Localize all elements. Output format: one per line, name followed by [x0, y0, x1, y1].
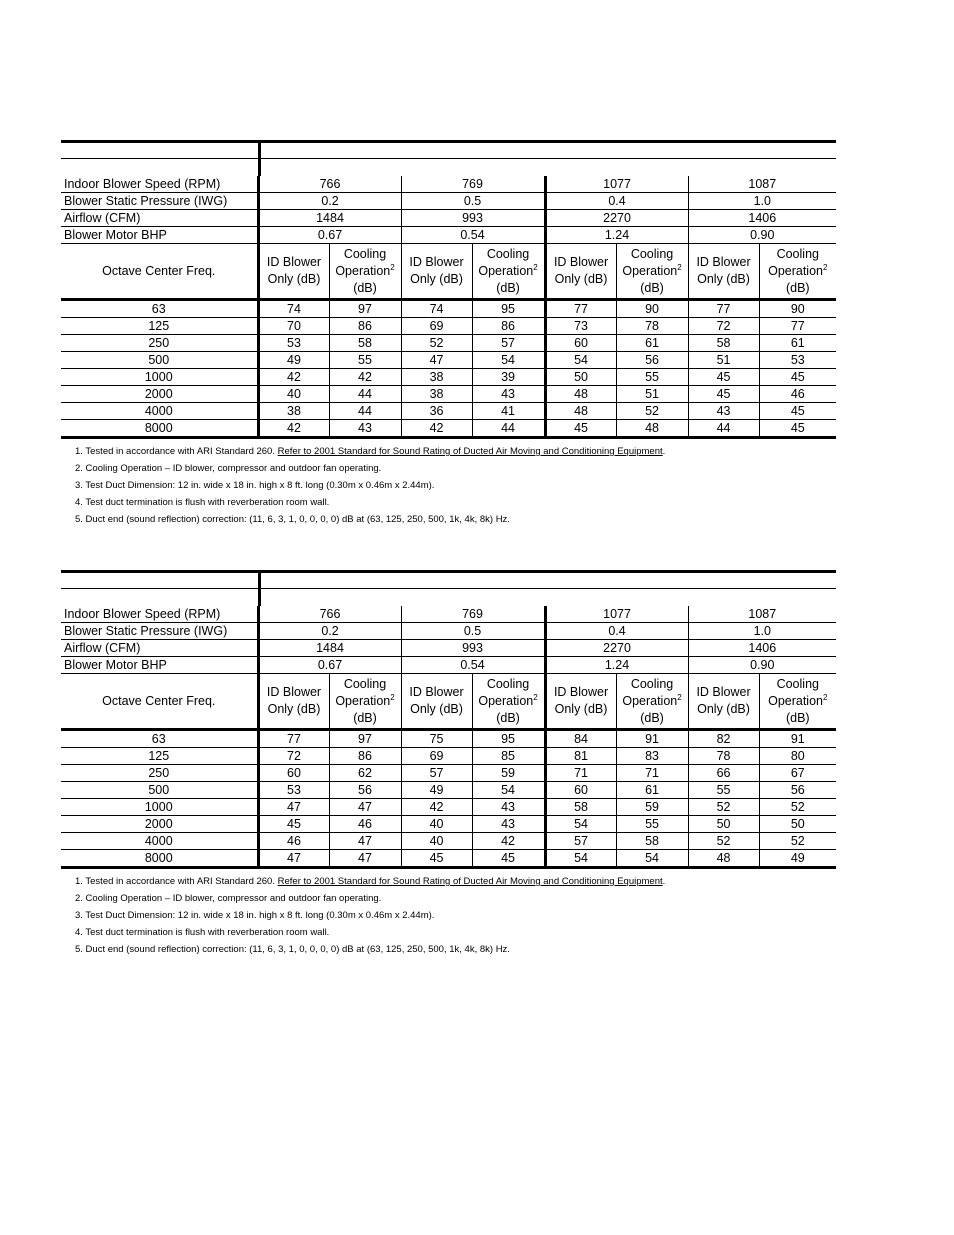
airflow-value: 2270: [545, 640, 688, 657]
blower-speed-value: 1077: [545, 606, 688, 623]
sound-level-cell: 52: [616, 403, 688, 420]
sound-level-cell: 45: [472, 850, 545, 868]
sound-level-cell: 47: [329, 799, 401, 816]
id-blower-header: ID Blower Only (dB): [258, 244, 329, 300]
sound-data-table: [61, 176, 836, 439]
footnote-1: 1. Tested in accordance with ARI Standard 260. Refer to 2001 Standard for Sound Rating of Ducted Air Moving and Conditioning Equipment.: [75, 446, 666, 457]
sound-level-cell: 38: [401, 386, 472, 403]
sound-level-cell: 53: [258, 335, 329, 352]
octave-frequency: 125: [61, 748, 258, 765]
sound-level-cell: 45: [688, 386, 759, 403]
sound-level-cell: 54: [545, 352, 616, 369]
sound-level-cell: 72: [258, 748, 329, 765]
blower-speed-value: 766: [258, 606, 401, 623]
octave-frequency: 2000: [61, 386, 258, 403]
sound-level-cell: 49: [258, 352, 329, 369]
airflow-row: [61, 210, 836, 227]
sound-level-cell: 97: [329, 300, 401, 318]
sound-level-cell: 52: [688, 799, 759, 816]
sound-level-cell: 54: [545, 850, 616, 868]
sound-level-cell: 48: [545, 386, 616, 403]
sound-level-cell: 59: [616, 799, 688, 816]
sound-level-cell: 53: [759, 352, 836, 369]
static-pressure-value: 0.4: [545, 623, 688, 640]
id-blower-header: ID Blower Only (dB): [401, 674, 472, 730]
static-pressure-value: 1.0: [688, 623, 836, 640]
sound-level-cell: 67: [759, 765, 836, 782]
octave-frequency: 1000: [61, 369, 258, 386]
sound-level-cell: 75: [401, 730, 472, 748]
sound-level-cell: 54: [472, 782, 545, 799]
airflow-value: 1406: [688, 640, 836, 657]
cooling-operation-header: Cooling Operation$^2$ (dB): [472, 244, 545, 300]
octave-header: Octave Center Freq.: [61, 674, 258, 730]
octave-frequency: 500: [61, 352, 258, 369]
airflow-value: 1484: [258, 640, 401, 657]
sound-level-cell: 50: [688, 816, 759, 833]
sound-level-cell: 70: [258, 318, 329, 335]
table-row: [61, 420, 836, 438]
sound-level-cell: 57: [545, 833, 616, 850]
sound-level-cell: 61: [616, 335, 688, 352]
sound-level-cell: 38: [401, 369, 472, 386]
sound-level-cell: 51: [616, 386, 688, 403]
sound-level-cell: 46: [258, 833, 329, 850]
footnote-4: 4. Test duct termination is flush with reverberation room wall.: [75, 927, 330, 938]
sound-level-cell: 41: [472, 403, 545, 420]
sound-level-cell: 50: [759, 816, 836, 833]
id-blower-header: ID Blower Only (dB): [258, 674, 329, 730]
sound-level-cell: 82: [688, 730, 759, 748]
table-row: [61, 816, 836, 833]
sound-level-cell: 48: [616, 420, 688, 438]
footnote-2: 2. Cooling Operation – ID blower, compressor and outdoor fan operating.: [75, 463, 382, 474]
sound-level-cell: 57: [472, 335, 545, 352]
motor-bhp-value: 0.54: [401, 657, 545, 674]
sound-level-cell: 43: [329, 420, 401, 438]
table-top-band: [61, 140, 836, 176]
sound-level-cell: 52: [759, 833, 836, 850]
blower-speed-row: [61, 176, 836, 193]
sound-level-cell: 40: [401, 833, 472, 850]
sound-level-cell: 55: [616, 816, 688, 833]
id-blower-header: ID Blower Only (dB): [401, 244, 472, 300]
static-pressure-value: 0.5: [401, 623, 545, 640]
static-pressure-row: [61, 193, 836, 210]
footnote-3: 3. Test Duct Dimension: 12 in. wide x 18 in. high x 8 ft. long (0.30m x 0.46m x 2.44m).: [75, 480, 435, 491]
footnote-4: 4. Test duct termination is flush with reverberation room wall.: [75, 497, 330, 508]
sound-level-cell: 58: [616, 833, 688, 850]
cooling-operation-header: Cooling Operation$^2$ (dB): [329, 674, 401, 730]
sound-level-cell: 56: [329, 782, 401, 799]
motor-bhp-label: Blower Motor BHP: [61, 227, 258, 244]
column-header-row: [61, 674, 836, 730]
sound-level-cell: 45: [759, 420, 836, 438]
sound-level-cell: 51: [688, 352, 759, 369]
sound-level-cell: 54: [616, 850, 688, 868]
blower-speed-label: Indoor Blower Speed (RPM): [61, 606, 258, 623]
sound-level-cell: 71: [545, 765, 616, 782]
sound-level-cell: 42: [258, 369, 329, 386]
sound-level-cell: 45: [401, 850, 472, 868]
sound-level-cell: 71: [616, 765, 688, 782]
sound-level-cell: 52: [401, 335, 472, 352]
blower-speed-row: [61, 606, 836, 623]
sound-level-cell: 83: [616, 748, 688, 765]
footnote-5: 5. Duct end (sound reflection) correction: (11, 6, 3, 1, 0, 0, 0, 0) dB at (63, 125, 250, 500, 1k, 4k, 8k) Hz.: [75, 514, 510, 525]
sound-level-cell: 42: [401, 799, 472, 816]
sound-level-cell: 44: [688, 420, 759, 438]
octave-frequency: 125: [61, 318, 258, 335]
static-pressure-label: Blower Static Pressure (IWG): [61, 193, 258, 210]
sound-level-cell: 61: [616, 782, 688, 799]
sound-level-cell: 36: [401, 403, 472, 420]
cooling-operation-header: Cooling Operation$^2$ (dB): [329, 244, 401, 300]
sound-level-cell: 47: [329, 833, 401, 850]
octave-frequency: 8000: [61, 850, 258, 868]
blower-speed-value: 769: [401, 606, 545, 623]
sound-level-cell: 42: [401, 420, 472, 438]
sound-level-cell: 95: [472, 300, 545, 318]
blower-speed-value: 769: [401, 176, 545, 193]
blower-speed-value: 1087: [688, 176, 836, 193]
sound-level-cell: 97: [329, 730, 401, 748]
sound-level-cell: 52: [759, 799, 836, 816]
static-pressure-value: 1.0: [688, 193, 836, 210]
table-row: [61, 730, 836, 748]
static-pressure-label: Blower Static Pressure (IWG): [61, 623, 258, 640]
static-pressure-value: 0.5: [401, 193, 545, 210]
sound-level-cell: 56: [616, 352, 688, 369]
sound-level-cell: 49: [401, 782, 472, 799]
motor-bhp-value: 0.67: [258, 657, 401, 674]
motor-bhp-value: 0.90: [688, 227, 836, 244]
sound-level-cell: 57: [401, 765, 472, 782]
sound-table-block-1: [61, 140, 836, 528]
sound-level-cell: 80: [759, 748, 836, 765]
sound-level-cell: 84: [545, 730, 616, 748]
sound-level-cell: 40: [258, 386, 329, 403]
table-row: [61, 833, 836, 850]
blower-speed-label: Indoor Blower Speed (RPM): [61, 176, 258, 193]
sound-level-cell: 91: [759, 730, 836, 748]
airflow-label: Airflow (CFM): [61, 640, 258, 657]
id-blower-header: ID Blower Only (dB): [688, 674, 759, 730]
sound-level-cell: 66: [688, 765, 759, 782]
sound-level-cell: 86: [472, 318, 545, 335]
sound-level-cell: 48: [688, 850, 759, 868]
table-row: [61, 748, 836, 765]
sound-level-cell: 46: [759, 386, 836, 403]
table-row: [61, 300, 836, 318]
sound-level-cell: 53: [258, 782, 329, 799]
octave-frequency: 250: [61, 765, 258, 782]
sound-level-cell: 47: [401, 352, 472, 369]
sound-level-cell: 46: [329, 816, 401, 833]
airflow-value: 993: [401, 210, 545, 227]
sound-level-cell: 47: [329, 850, 401, 868]
sound-level-cell: 43: [472, 816, 545, 833]
sound-level-cell: 74: [258, 300, 329, 318]
sound-level-cell: 91: [616, 730, 688, 748]
sound-level-cell: 55: [616, 369, 688, 386]
column-header-row: [61, 244, 836, 300]
sound-level-cell: 47: [258, 850, 329, 868]
octave-frequency: 500: [61, 782, 258, 799]
cooling-operation-header: Cooling Operation$^2$ (dB): [759, 674, 836, 730]
octave-frequency: 250: [61, 335, 258, 352]
motor-bhp-value: 1.24: [545, 227, 688, 244]
sound-level-cell: 54: [472, 352, 545, 369]
sound-level-cell: 77: [258, 730, 329, 748]
sound-level-cell: 62: [329, 765, 401, 782]
sound-level-cell: 58: [688, 335, 759, 352]
sound-level-cell: 81: [545, 748, 616, 765]
sound-table-block-2: [61, 570, 836, 958]
motor-bhp-value: 1.24: [545, 657, 688, 674]
table-row: [61, 799, 836, 816]
sound-level-cell: 44: [329, 403, 401, 420]
octave-header: Octave Center Freq.: [61, 244, 258, 300]
motor-bhp-value: 0.90: [688, 657, 836, 674]
sound-level-cell: 54: [545, 816, 616, 833]
octave-frequency: 63: [61, 730, 258, 748]
sound-level-cell: 69: [401, 318, 472, 335]
static-pressure-value: 0.2: [258, 193, 401, 210]
airflow-label: Airflow (CFM): [61, 210, 258, 227]
sound-level-cell: 56: [759, 782, 836, 799]
sound-level-cell: 95: [472, 730, 545, 748]
sound-level-cell: 44: [329, 386, 401, 403]
table-row: [61, 369, 836, 386]
id-blower-header: ID Blower Only (dB): [545, 244, 616, 300]
footnote-5: 5. Duct end (sound reflection) correction: (11, 6, 3, 1, 0, 0, 0, 0) dB at (63, 125, 250, 500, 1k, 4k, 8k) Hz.: [75, 944, 510, 955]
cooling-operation-header: Cooling Operation$^2$ (dB): [616, 244, 688, 300]
sound-level-cell: 60: [258, 765, 329, 782]
sound-level-cell: 78: [688, 748, 759, 765]
table-row: [61, 335, 836, 352]
blower-speed-value: 766: [258, 176, 401, 193]
sound-level-cell: 49: [759, 850, 836, 868]
blower-speed-value: 1087: [688, 606, 836, 623]
sound-level-cell: 60: [545, 782, 616, 799]
sound-level-cell: 72: [688, 318, 759, 335]
table-row: [61, 386, 836, 403]
sound-level-cell: 42: [258, 420, 329, 438]
sound-level-cell: 90: [759, 300, 836, 318]
sound-level-cell: 45: [759, 369, 836, 386]
sound-level-cell: 39: [472, 369, 545, 386]
static-pressure-value: 0.4: [545, 193, 688, 210]
sound-level-cell: 61: [759, 335, 836, 352]
sound-level-cell: 85: [472, 748, 545, 765]
airflow-value: 1484: [258, 210, 401, 227]
cooling-operation-header: Cooling Operation$^2$ (dB): [616, 674, 688, 730]
sound-level-cell: 69: [401, 748, 472, 765]
airflow-value: 993: [401, 640, 545, 657]
airflow-value: 1406: [688, 210, 836, 227]
sound-level-cell: 43: [688, 403, 759, 420]
octave-frequency: 63: [61, 300, 258, 318]
sound-level-cell: 40: [401, 816, 472, 833]
sound-level-cell: 73: [545, 318, 616, 335]
octave-frequency: 8000: [61, 420, 258, 438]
motor-bhp-value: 0.67: [258, 227, 401, 244]
sound-level-cell: 43: [472, 386, 545, 403]
octave-frequency: 2000: [61, 816, 258, 833]
sound-level-cell: 38: [258, 403, 329, 420]
octave-frequency: 4000: [61, 833, 258, 850]
sound-level-cell: 55: [688, 782, 759, 799]
footnote-1: 1. Tested in accordance with ARI Standard 260. Refer to 2001 Standard for Sound Rating of Ducted Air Moving and Conditioning Equipment.: [75, 876, 666, 887]
sound-level-cell: 42: [329, 369, 401, 386]
sound-level-cell: 55: [329, 352, 401, 369]
sound-level-cell: 77: [545, 300, 616, 318]
sound-level-cell: 58: [329, 335, 401, 352]
sound-level-cell: 47: [258, 799, 329, 816]
table-row: [61, 403, 836, 420]
sound-level-cell: 77: [688, 300, 759, 318]
airflow-row: [61, 640, 836, 657]
sound-level-cell: 52: [688, 833, 759, 850]
sound-level-cell: 78: [616, 318, 688, 335]
sound-level-cell: 48: [545, 403, 616, 420]
table-top-band: [61, 570, 836, 606]
motor-bhp-value: 0.54: [401, 227, 545, 244]
sound-level-cell: 45: [688, 369, 759, 386]
static-pressure-value: 0.2: [258, 623, 401, 640]
sound-data-table: [61, 606, 836, 869]
sound-level-cell: 42: [472, 833, 545, 850]
airflow-value: 2270: [545, 210, 688, 227]
sound-level-cell: 45: [759, 403, 836, 420]
cooling-operation-header: Cooling Operation$^2$ (dB): [759, 244, 836, 300]
sound-level-cell: 45: [545, 420, 616, 438]
sound-level-cell: 45: [258, 816, 329, 833]
octave-frequency: 4000: [61, 403, 258, 420]
footnote-2: 2. Cooling Operation – ID blower, compressor and outdoor fan operating.: [75, 893, 382, 904]
sound-level-cell: 77: [759, 318, 836, 335]
sound-level-cell: 50: [545, 369, 616, 386]
sound-level-cell: 59: [472, 765, 545, 782]
cooling-operation-header: Cooling Operation$^2$ (dB): [472, 674, 545, 730]
sound-level-cell: 43: [472, 799, 545, 816]
table-row: [61, 782, 836, 799]
sound-level-cell: 86: [329, 318, 401, 335]
id-blower-header: ID Blower Only (dB): [688, 244, 759, 300]
static-pressure-row: [61, 623, 836, 640]
motor-bhp-row: [61, 657, 836, 674]
id-blower-header: ID Blower Only (dB): [545, 674, 616, 730]
footnotes: [61, 873, 836, 958]
motor-bhp-row: [61, 227, 836, 244]
sound-level-cell: 44: [472, 420, 545, 438]
table-row: [61, 765, 836, 782]
footnote-3: 3. Test Duct Dimension: 12 in. wide x 18 in. high x 8 ft. long (0.30m x 0.46m x 2.44m).: [75, 910, 435, 921]
sound-level-cell: 90: [616, 300, 688, 318]
blower-speed-value: 1077: [545, 176, 688, 193]
table-row: [61, 318, 836, 335]
sound-level-cell: 60: [545, 335, 616, 352]
octave-frequency: 1000: [61, 799, 258, 816]
sound-level-cell: 74: [401, 300, 472, 318]
motor-bhp-label: Blower Motor BHP: [61, 657, 258, 674]
footnotes: [61, 443, 836, 528]
sound-level-cell: 86: [329, 748, 401, 765]
table-row: [61, 850, 836, 868]
table-row: [61, 352, 836, 369]
sound-level-cell: 58: [545, 799, 616, 816]
